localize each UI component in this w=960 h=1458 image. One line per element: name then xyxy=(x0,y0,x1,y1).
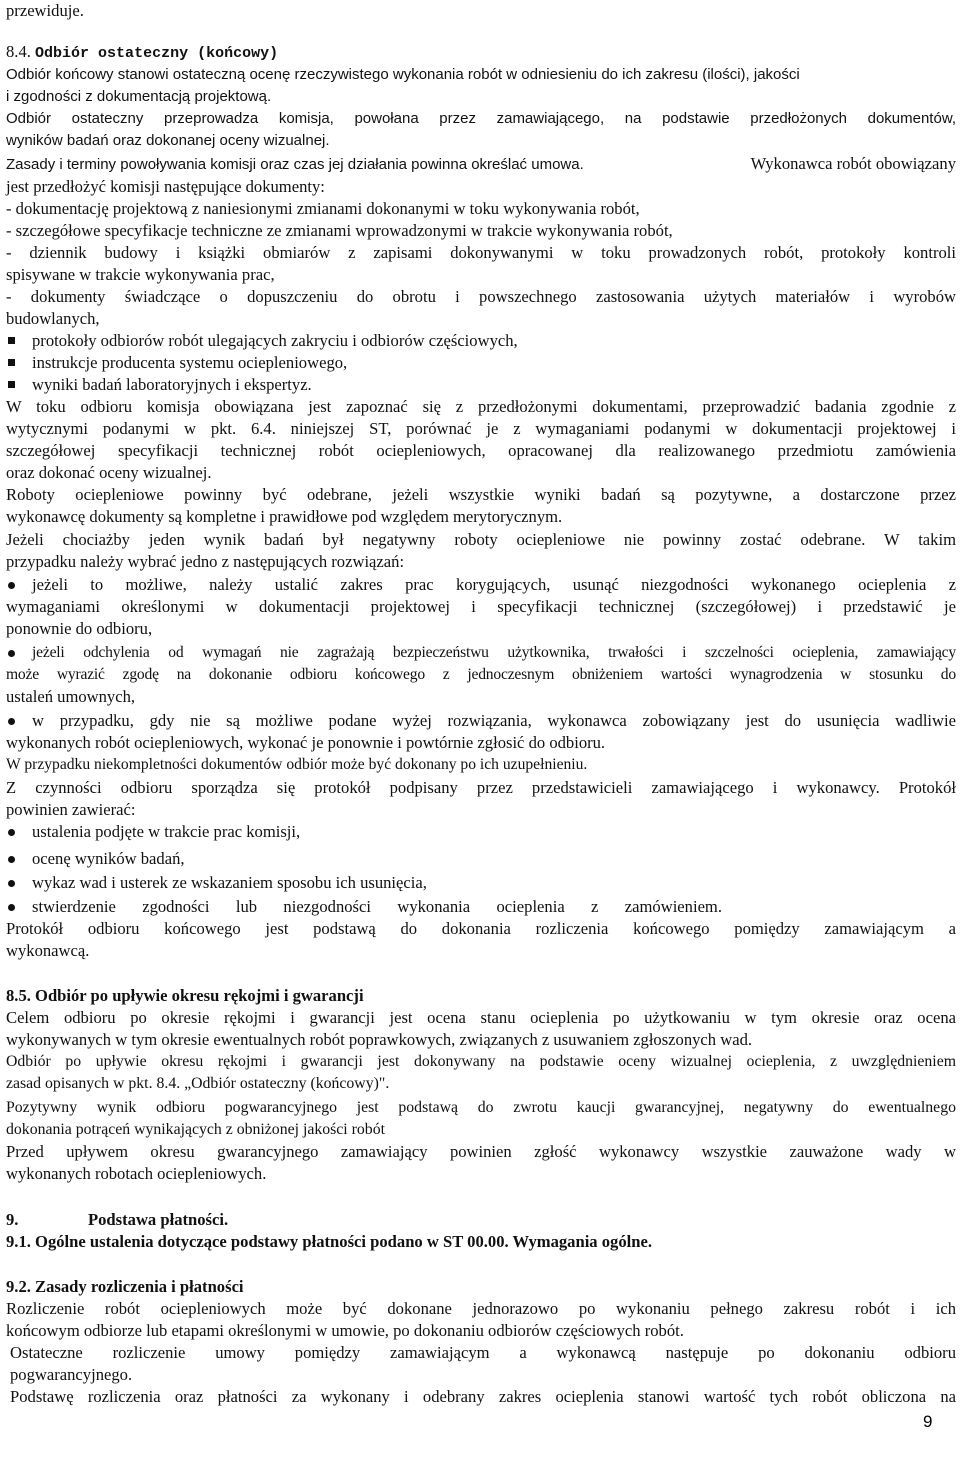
bullet-icon xyxy=(8,856,15,863)
text-line: powinien zawierać: xyxy=(6,800,136,819)
text-line: Przed upływem okresu gwarancyjnego zamawiający powinien zgłość wykonawcy wszystkie zauważone wady w xyxy=(6,1142,956,1161)
dash-list-item: - szczegółowe specyfikacje techniczne ze zmianami wprowadzonymi w trakcie wykonywania robót, xyxy=(6,221,673,240)
text-line: Z czynności odbioru sporządza się protokół podpisany przez przedstawicieli zamawiającego i wykonawcy. Protokół xyxy=(6,778,956,797)
section-number: 9. xyxy=(6,1210,19,1229)
text-line: Podstawę rozliczenia oraz płatności za wykonany i odebrany zakres ocieplenia stanowi wartość tych robót obliczona na xyxy=(10,1387,956,1406)
text-line: W toku odbioru komisja obowiązana jest zapoznać się z przedłożonymi dokumentami, przeprowadzić badania zgodnie z xyxy=(6,397,956,416)
list-item-text: ustalenia podjęte w trakcie prac komisji, xyxy=(32,822,301,841)
list-item-text: ocenę wyników badań, xyxy=(32,849,185,868)
text-line: wykonywanych w tym okresie ewentualnych robót poprawkowych, związanych z usuwaniem zgłoszonych wad. xyxy=(6,1030,753,1049)
text-line: Roboty ociepleniowe powinny być odebrane, jeżeli wszystkie wyniki badań są pozytywne, a dostarczone przez xyxy=(6,485,956,504)
text-line: Pozytywny wynik odbioru pogwarancyjnego jest podstawą do zwrotu kaucji gwarancyjnej, negatywny do ewentualnego xyxy=(6,1099,956,1116)
text-line: Protokół odbioru końcowego jest podstawą do dokonania rozliczenia końcowego pomiędzy zamawiającym a xyxy=(6,919,956,938)
text-line: ustaleń umownych, xyxy=(6,687,136,706)
text-line xyxy=(6,153,956,176)
bullet-icon xyxy=(8,582,15,589)
square-bullet-icon xyxy=(8,381,15,388)
bullet-icon xyxy=(8,718,15,725)
list-item-text: jeżeli odchylenia od wymagań nie zagrażają bezpieczeństwu użytkownika, trwałości i szczelności ocieplenia, zamawiający xyxy=(32,644,956,661)
dash-list-item: - dokumenty świadczące o dopuszczeniu do obrotu i powszechnego zastosowania użytych materiałów i wyrobów xyxy=(6,287,956,306)
text-line: wykonanych robót ociepleniowych, wykonać je ponownie i powtórnie zgłosić do odbioru. xyxy=(6,733,606,752)
text-line: Rozliczenie robót ociepleniowych może być dokonane jednorazowo po wykonaniu pełnego zakresu robót i ich xyxy=(6,1299,956,1318)
text-line: budowlanych, xyxy=(6,309,100,328)
text-line: szczegółowej specyfikacji technicznej robót ociepleniowych, opracowanej dla realizowanego przedmiotu zamówienia xyxy=(6,441,956,460)
text-span: Wykonawca robót obowiązany xyxy=(750,154,956,173)
list-item-text: wyniki badań laboratoryjnych i ekspertyz. xyxy=(32,375,312,394)
text-line: ponownie do odbioru, xyxy=(6,619,153,638)
text-line: wykonawcą. xyxy=(6,941,90,960)
text-line: wykonanych robotach ociepleniowych. xyxy=(6,1164,267,1183)
text-line: dokonania potrąceń wynikających z obniżonej jakości robót xyxy=(6,1121,385,1138)
text-line: W przypadku niekompletności dokumentów odbiór może być dokonany po ich uzupełnieniu. xyxy=(6,756,588,773)
dash-list-item: - dokumentację projektową z naniesionymi zmianami dokonanymi w toku wykonywania robót, xyxy=(6,199,640,218)
text-line: Odbiór po upływie okresu rękojmi i gwarancji jest dokonywany na podstawie oceny wizualnej ocieplenia, z uwzględnieniem xyxy=(6,1053,956,1070)
bullet-icon xyxy=(8,829,15,836)
text-line: przypadku należy wybrać jedno z następujących rozwiązań: xyxy=(6,552,405,571)
list-item-text: wykaz wad i usterek ze wskazaniem sposobu ich usunięcia, xyxy=(32,873,427,892)
text-line: zasad opisanych w pkt. 8.4. „Odbiór ostateczny (końcowy)". xyxy=(6,1075,390,1092)
text-line: Ostateczne rozliczenie umowy pomiędzy zamawiającym a wykonawcą następuje po dokonaniu odbioru xyxy=(10,1343,956,1362)
text-span: Zasady i terminy powoływania komisji oraz czas jej działania powinna określać umowa. xyxy=(6,156,584,173)
text-line: spisywane w trakcie wykonywania prac, xyxy=(6,265,275,284)
bullet-icon xyxy=(8,904,15,911)
text-line: wykonawcę dokumenty są kompletne i prawidłowe pod względem merytorycznym. xyxy=(6,507,563,526)
bullet-icon xyxy=(8,650,15,657)
text-line: wymaganiami określonymi w dokumentacji projektowej i specyfikacji technicznej (szczegółowej) i przedstawić je xyxy=(6,597,956,616)
list-item-text: instrukcje producenta systemu ociepleniowego, xyxy=(32,353,348,372)
text-line: wytycznymi podanymi w pkt. 6.4. niniejszej ST, porównać je z wymaganiami podanymi w dokumentacji projektowej i xyxy=(6,419,956,438)
section-heading-9-2: 9.2. Zasady rozliczenia i płatności xyxy=(6,1277,244,1296)
bullet-icon xyxy=(8,880,15,887)
section-heading-8-4 xyxy=(6,41,956,65)
text-line: jest przedłożyć komisji następujące dokumenty: xyxy=(6,177,325,196)
text-line: przewiduje. xyxy=(6,1,84,20)
text-line: wyników badań oraz dokonanej oceny wizualnej. xyxy=(6,132,330,149)
text-line: Odbiór końcowy stanowi ostateczną ocenę rzeczywistego wykonania robót w odniesieniu do ich zakresu (ilości), jakości xyxy=(6,66,800,83)
page-number: 9 xyxy=(923,1412,933,1431)
section-heading-8-5: 8.5. Odbiór po upływie okresu rękojmi i gwarancji xyxy=(6,986,364,1005)
list-item-text: stwierdzenie zgodności lub niezgodności wykonania ocieplenia z zamówieniem. xyxy=(32,897,722,916)
section-title: Podstawa płatności. xyxy=(88,1210,229,1229)
square-bullet-icon xyxy=(8,359,15,366)
text-line: Odbiór ostateczny przeprowadza komisja, powołana przez zamawiającego, na podstawie przedłożonych dokumentów, xyxy=(6,110,956,127)
text-line: końcowym odbiorze lub etapami określonymi w umowie, po dokonaniu odbiorów częściowych robót. xyxy=(6,1321,684,1340)
text-line: Celem odbioru po okresie rękojmi i gwarancji jest ocena stanu ocieplenia po użytkowaniu w tym okresie oraz ocena xyxy=(6,1008,956,1027)
section-heading-9 xyxy=(6,1209,956,1231)
text-line: i zgodności z dokumentacją projektową. xyxy=(6,88,272,105)
text-line: Jeżeli chociażby jeden wynik badań był negatywny roboty ociepleniowe nie powinny zostać odebrane. W takim xyxy=(6,530,956,549)
list-item-text: w przypadku, gdy nie są możliwe podane wyżej rozwiązania, wykonawca zobowiązany jest do usunięcia wadliwie xyxy=(32,711,956,730)
section-number: 8.4. xyxy=(6,42,31,61)
text-line: może wyrazić zgodę na dokonanie odbioru końcowego z jednoczesnym obniżeniem wartości wynagrodzenia w stosunku do xyxy=(6,666,956,683)
list-item-text: protokoły odbiorów robót ulegających zakryciu i odbiorów częściowych, xyxy=(32,331,518,350)
section-heading-9-1: 9.1. Ogólne ustalenia dotyczące podstawy płatności podano w ST 00.00. Wymagania ogólne. xyxy=(6,1232,652,1251)
list-item-text: jeżeli to możliwe, należy ustalić zakres prac korygujących, usunąć niezgodności wykonanego ocieplenia z xyxy=(32,575,956,594)
dash-list-item: - dziennik budowy i książki obmiarów z zapisami dokonywanymi w toku prowadzonych robót, protokoły kontroli xyxy=(6,243,956,262)
square-bullet-icon xyxy=(8,337,15,344)
text-line: oraz dokonać oceny wizualnej. xyxy=(6,463,212,482)
section-title: Odbiór ostateczny (końcowy) xyxy=(35,45,279,62)
text-line: pogwarancyjnego. xyxy=(10,1365,133,1384)
